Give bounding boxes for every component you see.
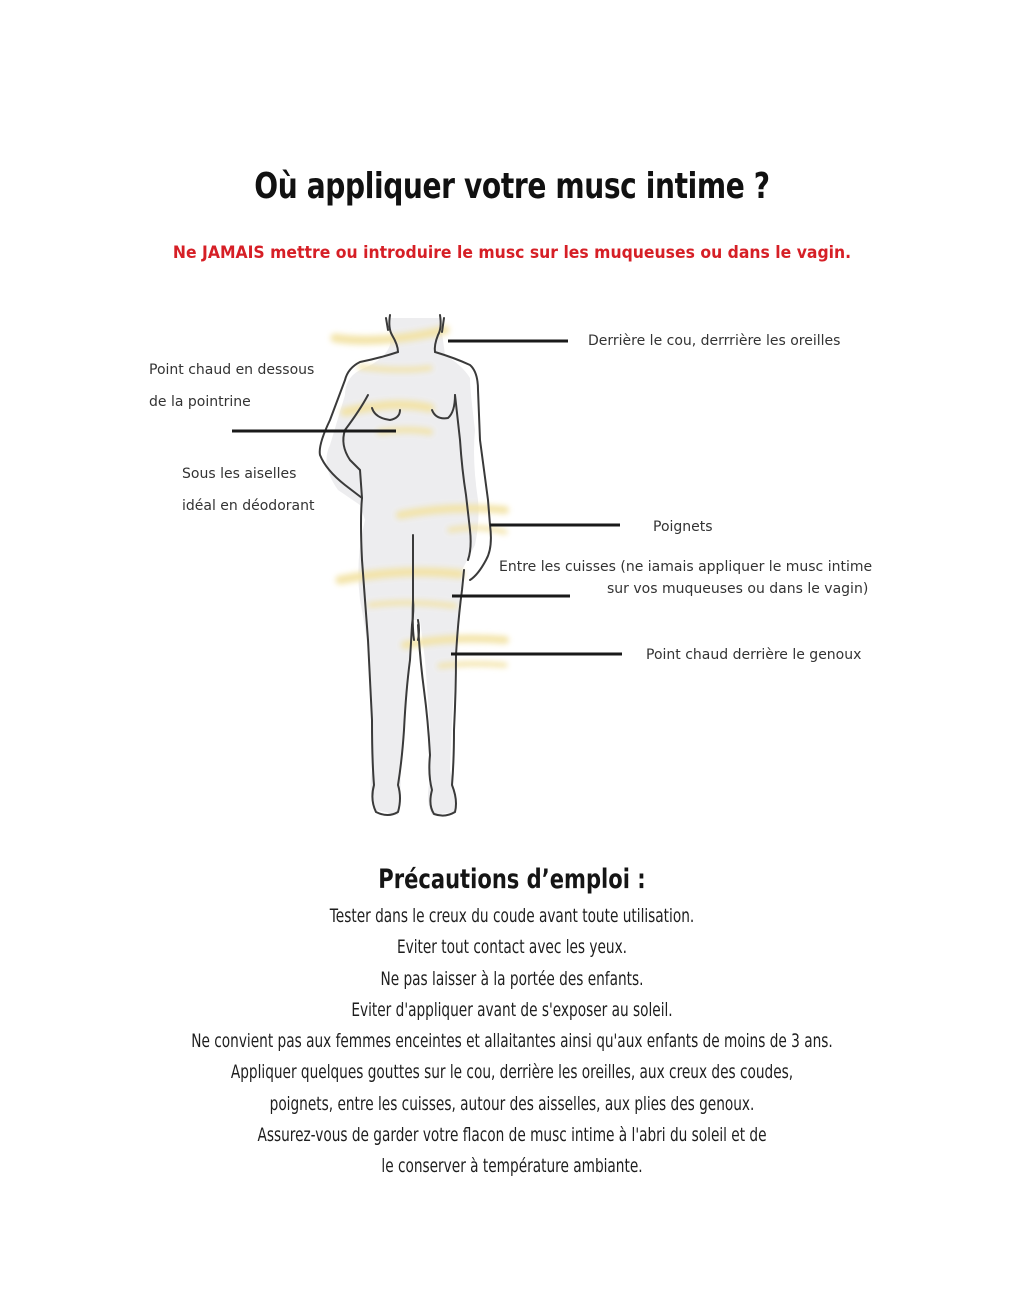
- precaution-item: Appliquer quelques gouttes sur le cou, derrière les oreilles, aux creux des coudes,: [230, 1061, 794, 1084]
- precaution-item: le conserver à température ambiante.: [381, 1155, 643, 1178]
- label-thighs-line2: sur vos muqueuses ou dans le vagin): [607, 581, 869, 597]
- precaution-item: Eviter d'appliquer avant de s'exposer au soleil.: [351, 998, 673, 1021]
- precaution-item: poignets, entre les cuisses, autour des aisselles, aux plies des genoux.: [269, 1092, 755, 1115]
- precaution-item: Tester dans le creux du coude avant toute utilisation.: [329, 905, 695, 927]
- label-wrists: Poignets: [653, 519, 713, 535]
- warning-text: Ne JAMAIS mettre ou introduire le musc sur les muqueuses ou dans le vagin.: [172, 243, 852, 263]
- label-chest-line2: de la pointrine: [149, 394, 251, 410]
- precautions-title: Précautions d’emploi :: [378, 864, 646, 895]
- precaution-item: Ne pas laisser à la portée des enfants.: [380, 967, 644, 990]
- precaution-item: Ne convient pas aux femmes enceintes et allaitantes ainsi qu'aux enfants de moins de 3 ans.: [191, 1030, 833, 1053]
- precaution-item: Eviter tout contact avec les yeux.: [396, 936, 628, 959]
- precautions-list: [0, 901, 1024, 1183]
- label-neck: Derrière le cou, derrrière les oreilles: [588, 333, 841, 349]
- label-armpits-line1: Sous les aiselles: [182, 466, 297, 482]
- label-chest-line1: Point chaud en dessous: [149, 362, 315, 378]
- label-armpits-line2: idéal en déodorant: [182, 498, 315, 514]
- label-thighs-line1: Entre les cuisses (ne iamais appliquer le musc intime: [499, 559, 873, 575]
- page-title: Où appliquer votre musc intime ?: [254, 166, 770, 207]
- precaution-item: Assurez-vous de garder votre flacon de musc intime à l'abri du soleil et de: [257, 1124, 767, 1147]
- label-knees: Point chaud derrière le genoux: [646, 647, 862, 663]
